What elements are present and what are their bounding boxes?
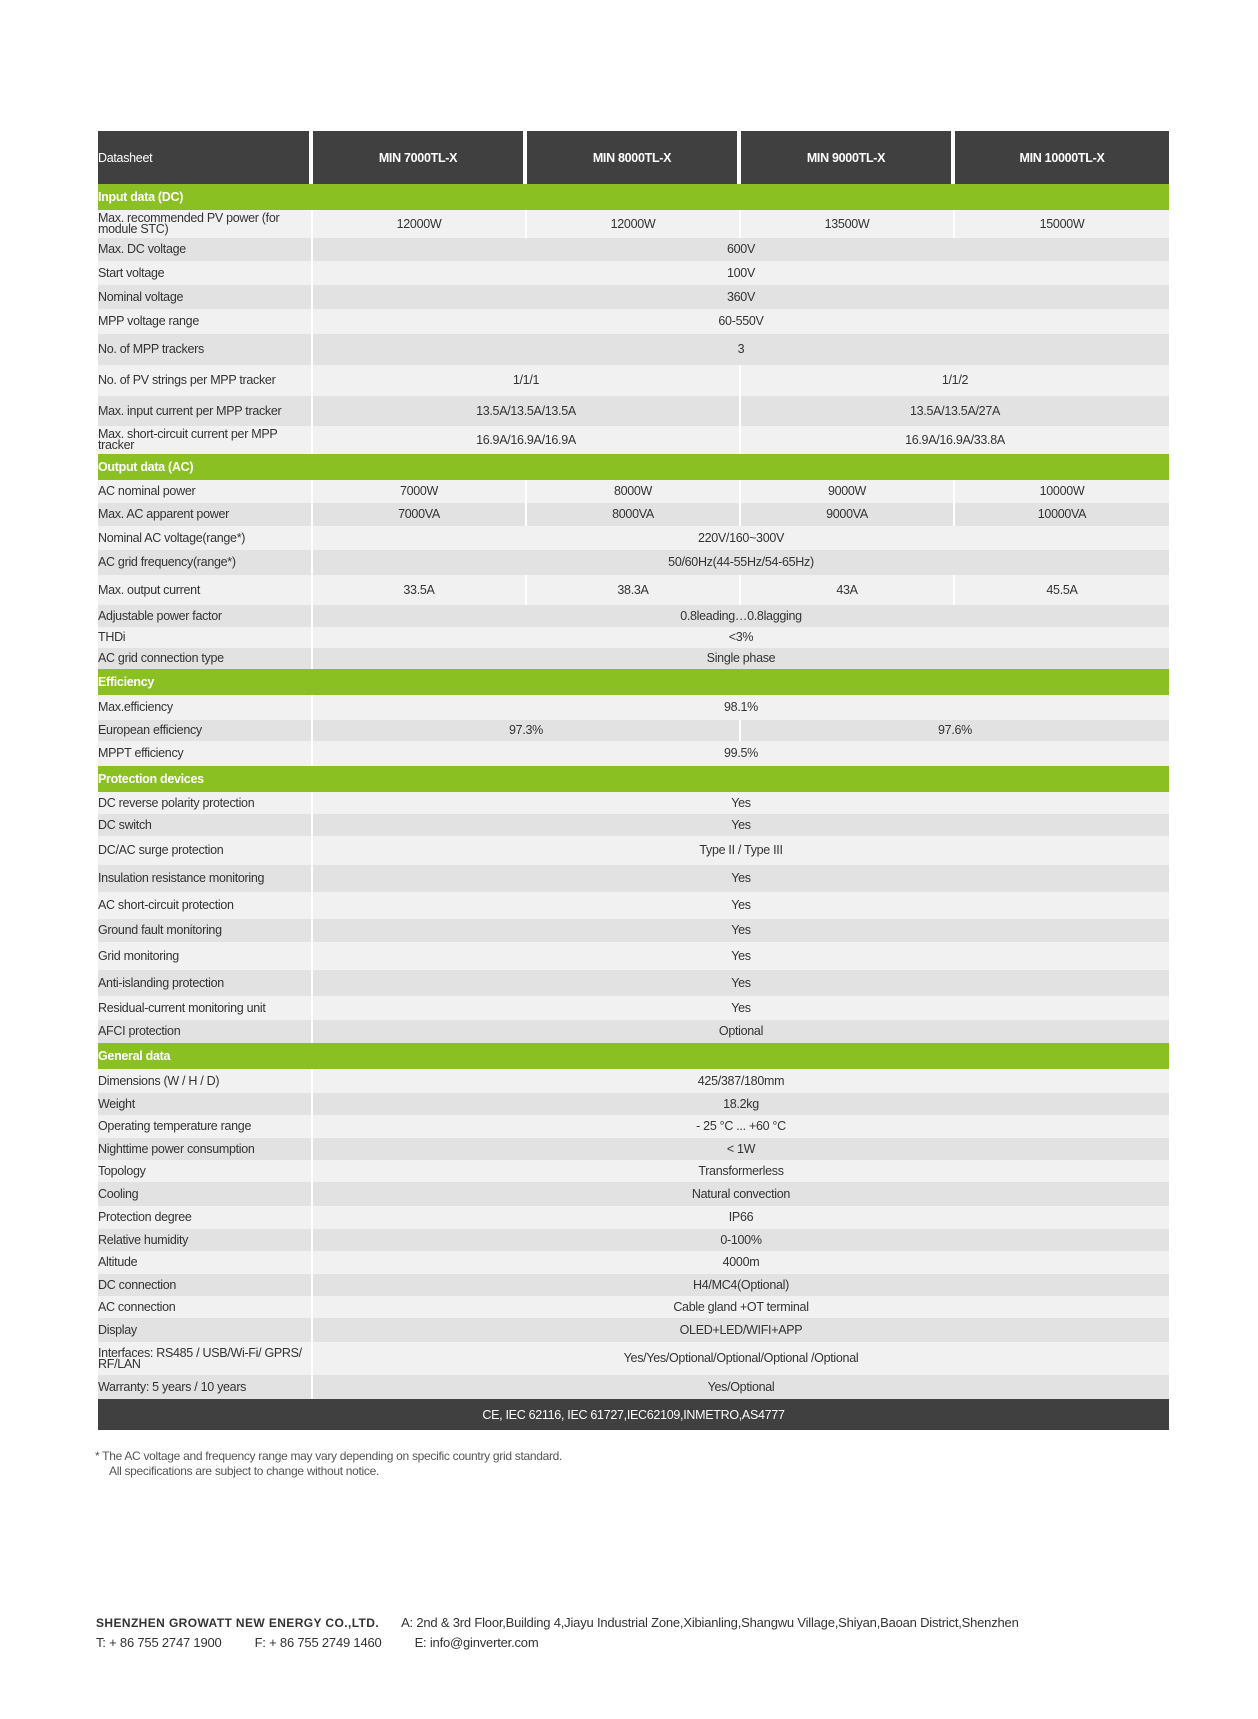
model-heading: MIN 8000TL-X <box>527 131 741 184</box>
spec-label: MPPT efficiency <box>98 741 313 766</box>
spec-row <box>98 334 1169 365</box>
spec-label: Warranty: 5 years / 10 years <box>98 1375 313 1399</box>
spec-row <box>98 720 1169 741</box>
spec-row <box>98 575 1169 605</box>
spec-value: 1/1/2 <box>741 365 1169 396</box>
spec-value: Yes <box>313 942 1169 970</box>
spec-label: MPP voltage range <box>98 309 313 334</box>
section-header <box>98 669 1169 695</box>
spec-label: Nominal AC voltage(range*) <box>98 526 313 550</box>
spec-value: 98.1% <box>313 695 1169 720</box>
spec-value: Yes <box>313 996 1169 1020</box>
spec-label: European efficiency <box>98 720 313 741</box>
spec-label: Max. short-circuit current per MPP tracker <box>98 426 313 454</box>
spec-row <box>98 1138 1169 1160</box>
spec-value: Transformerless <box>313 1160 1169 1182</box>
spec-value: H4/MC4(Optional) <box>313 1274 1169 1296</box>
spec-label: Interfaces: RS485 / USB/Wi-Fi/ GPRS/ RF/LAN <box>98 1342 313 1375</box>
spec-label: Weight <box>98 1093 313 1115</box>
spec-value: Cable gland +OT terminal <box>313 1296 1169 1318</box>
spec-label: Nominal voltage <box>98 285 313 309</box>
spec-value: 16.9A/16.9A/33.8A <box>741 426 1169 454</box>
spec-value: 38.3A <box>527 575 741 605</box>
spec-value: 97.3% <box>313 720 741 741</box>
spec-label: Max. AC apparent power <box>98 503 313 526</box>
spec-label: Nighttime power consumption <box>98 1138 313 1160</box>
spec-label: Operating temperature range <box>98 1115 313 1138</box>
spec-value: 16.9A/16.9A/16.9A <box>313 426 741 454</box>
spec-label: AC nominal power <box>98 480 313 503</box>
company-phone: T: + 86 755 2747 1900 <box>96 1635 222 1650</box>
spec-label: Topology <box>98 1160 313 1182</box>
spec-row <box>98 309 1169 334</box>
company-address: A: 2nd & 3rd Floor,Building 4,Jiayu Industrial Zone,Xibianling,Shangwu Village,Shiyan,Baoan District,Shenzhen <box>401 1615 1019 1630</box>
spec-row <box>98 792 1169 814</box>
spec-label: THDi <box>98 627 313 648</box>
spec-value: - 25 °C ... +60 °C <box>313 1115 1169 1138</box>
spec-row <box>98 1115 1169 1138</box>
spec-row <box>98 503 1169 526</box>
spec-label: Insulation resistance monitoring <box>98 865 313 892</box>
spec-label: AC short-circuit protection <box>98 892 313 919</box>
spec-value: IP66 <box>313 1206 1169 1229</box>
spec-value: Type II / Type III <box>313 836 1169 865</box>
spec-label: AC grid frequency(range*) <box>98 550 313 575</box>
spec-row <box>98 996 1169 1020</box>
section-title: General data <box>98 1043 1169 1069</box>
model-heading: MIN 10000TL-X <box>955 131 1169 184</box>
spec-value: 13.5A/13.5A/27A <box>741 396 1169 426</box>
spec-label: Grid monitoring <box>98 942 313 970</box>
spec-value: 10000VA <box>955 503 1169 526</box>
company-footer <box>96 1615 1019 1650</box>
spec-value: 9000W <box>741 480 955 503</box>
spec-label: DC switch <box>98 814 313 836</box>
section-title: Protection devices <box>98 766 1169 792</box>
spec-label: Start voltage <box>98 261 313 285</box>
spec-value: Yes <box>313 892 1169 919</box>
spec-label: Ground fault monitoring <box>98 919 313 942</box>
model-heading: MIN 9000TL-X <box>741 131 955 184</box>
spec-value: 425/387/180mm <box>313 1069 1169 1093</box>
spec-row <box>98 1251 1169 1274</box>
spec-label: Max.efficiency <box>98 695 313 720</box>
spec-value: OLED+LED/WIFI+APP <box>313 1318 1169 1342</box>
spec-label: Max. output current <box>98 575 313 605</box>
spec-label: Adjustable power factor <box>98 605 313 627</box>
company-fax: F: + 86 755 2749 1460 <box>254 1635 382 1650</box>
spec-label: Protection degree <box>98 1206 313 1229</box>
certifications-row <box>98 1399 1169 1430</box>
spec-row <box>98 238 1169 261</box>
spec-value: 0.8leading…0.8lagging <box>313 605 1169 627</box>
spec-value: < 1W <box>313 1138 1169 1160</box>
spec-label: DC connection <box>98 1274 313 1296</box>
spec-row <box>98 1069 1169 1093</box>
spec-value: Single phase <box>313 648 1169 669</box>
spec-row <box>98 550 1169 575</box>
spec-row <box>98 942 1169 970</box>
spec-row <box>98 605 1169 627</box>
spec-row <box>98 1318 1169 1342</box>
spec-value: 8000VA <box>527 503 741 526</box>
spec-label: No. of MPP trackers <box>98 334 313 365</box>
section-title: Efficiency <box>98 669 1169 695</box>
spec-value: 8000W <box>527 480 741 503</box>
spec-row <box>98 365 1169 396</box>
spec-label: DC/AC surge protection <box>98 836 313 865</box>
section-header <box>98 184 1169 210</box>
spec-row <box>98 210 1169 238</box>
spec-value: 9000VA <box>741 503 955 526</box>
spec-label: Anti-islanding protection <box>98 970 313 996</box>
section-title: Output data (AC) <box>98 454 1169 480</box>
spec-label: Altitude <box>98 1251 313 1274</box>
spec-value: 15000W <box>955 210 1169 238</box>
spec-row <box>98 526 1169 550</box>
model-heading: MIN 7000TL-X <box>313 131 527 184</box>
company-name: SHENZHEN GROWATT NEW ENERGY CO.,LTD. <box>96 1616 380 1630</box>
footnote-line: * The AC voltage and frequency range may vary depending on specific country grid standard. <box>95 1449 563 1463</box>
spec-value: 45.5A <box>955 575 1169 605</box>
spec-value: 100V <box>313 261 1169 285</box>
spec-label: No. of PV strings per MPP tracker <box>98 365 313 396</box>
spec-value: 13.5A/13.5A/13.5A <box>313 396 741 426</box>
spec-label: Max. DC voltage <box>98 238 313 261</box>
spec-row <box>98 1182 1169 1206</box>
spec-value: 12000W <box>527 210 741 238</box>
spec-row <box>98 1296 1169 1318</box>
spec-row <box>98 627 1169 648</box>
spec-value: Yes <box>313 919 1169 942</box>
table-header-row <box>98 131 1169 184</box>
spec-label: Relative humidity <box>98 1229 313 1251</box>
spec-row <box>98 1206 1169 1229</box>
spec-label: AC grid connection type <box>98 648 313 669</box>
spec-value: 97.6% <box>741 720 1169 741</box>
spec-row <box>98 741 1169 766</box>
spec-label: Dimensions (W / H / D) <box>98 1069 313 1093</box>
spec-value: Yes <box>313 865 1169 892</box>
spec-value: Yes <box>313 814 1169 836</box>
spec-label: Display <box>98 1318 313 1342</box>
spec-label: Residual-current monitoring unit <box>98 996 313 1020</box>
spec-value: 360V <box>313 285 1169 309</box>
spec-value: 10000W <box>955 480 1169 503</box>
spec-row <box>98 836 1169 865</box>
section-header <box>98 766 1169 792</box>
spec-label: AFCI protection <box>98 1020 313 1043</box>
spec-label: Max. recommended PV power (for module STC) <box>98 210 313 238</box>
spec-value: 13500W <box>741 210 955 238</box>
spec-label: DC reverse polarity protection <box>98 792 313 814</box>
spec-row <box>98 1020 1169 1043</box>
spec-value: Yes <box>313 970 1169 996</box>
spec-value: Optional <box>313 1020 1169 1043</box>
section-header <box>98 1043 1169 1069</box>
datasheet-body <box>98 184 1169 1399</box>
spec-value: Yes/Yes/Optional/Optional/Optional /Optional <box>313 1342 1169 1375</box>
spec-value: Yes <box>313 792 1169 814</box>
spec-value: Yes/Optional <box>313 1375 1169 1399</box>
spec-value: 18.2kg <box>313 1093 1169 1115</box>
spec-label: AC connection <box>98 1296 313 1318</box>
spec-row <box>98 865 1169 892</box>
spec-value: 50/60Hz(44-55Hz/54-65Hz) <box>313 550 1169 575</box>
spec-value: 43A <box>741 575 955 605</box>
spec-row <box>98 261 1169 285</box>
spec-label: Max. input current per MPP tracker <box>98 396 313 426</box>
spec-value: <3% <box>313 627 1169 648</box>
spec-row <box>98 285 1169 309</box>
spec-row <box>98 970 1169 996</box>
spec-row <box>98 1274 1169 1296</box>
section-header <box>98 454 1169 480</box>
certifications-text: CE, IEC 62116, IEC 61727,IEC62109,INMETRO,AS4777 <box>98 1399 1169 1430</box>
company-email: E: info@ginverter.com <box>414 1635 539 1650</box>
spec-value: 4000m <box>313 1251 1169 1274</box>
spec-row <box>98 1229 1169 1251</box>
footnote-line: All specifications are subject to change without notice. <box>109 1464 380 1478</box>
spec-row <box>98 1160 1169 1182</box>
spec-value: 33.5A <box>313 575 527 605</box>
spec-row <box>98 814 1169 836</box>
spec-value: 1/1/1 <box>313 365 741 396</box>
spec-value: 12000W <box>313 210 527 238</box>
spec-row <box>98 1375 1169 1399</box>
spec-value: 220V/160~300V <box>313 526 1169 550</box>
spec-value: 60-550V <box>313 309 1169 334</box>
spec-label: Cooling <box>98 1182 313 1206</box>
spec-row <box>98 1342 1169 1375</box>
spec-row <box>98 648 1169 669</box>
spec-value: 7000VA <box>313 503 527 526</box>
footnote <box>95 1449 562 1479</box>
spec-row <box>98 919 1169 942</box>
datasheet-table <box>98 131 1169 1430</box>
spec-value: 7000W <box>313 480 527 503</box>
spec-row <box>98 892 1169 919</box>
datasheet-title: Datasheet <box>98 131 313 184</box>
spec-row <box>98 1093 1169 1115</box>
spec-row <box>98 480 1169 503</box>
spec-value: 3 <box>313 334 1169 365</box>
spec-row <box>98 426 1169 454</box>
spec-value: 0-100% <box>313 1229 1169 1251</box>
spec-row <box>98 695 1169 720</box>
spec-value: 99.5% <box>313 741 1169 766</box>
section-title: Input data (DC) <box>98 184 1169 210</box>
spec-value: Natural convection <box>313 1182 1169 1206</box>
spec-value: 600V <box>313 238 1169 261</box>
spec-row <box>98 396 1169 426</box>
